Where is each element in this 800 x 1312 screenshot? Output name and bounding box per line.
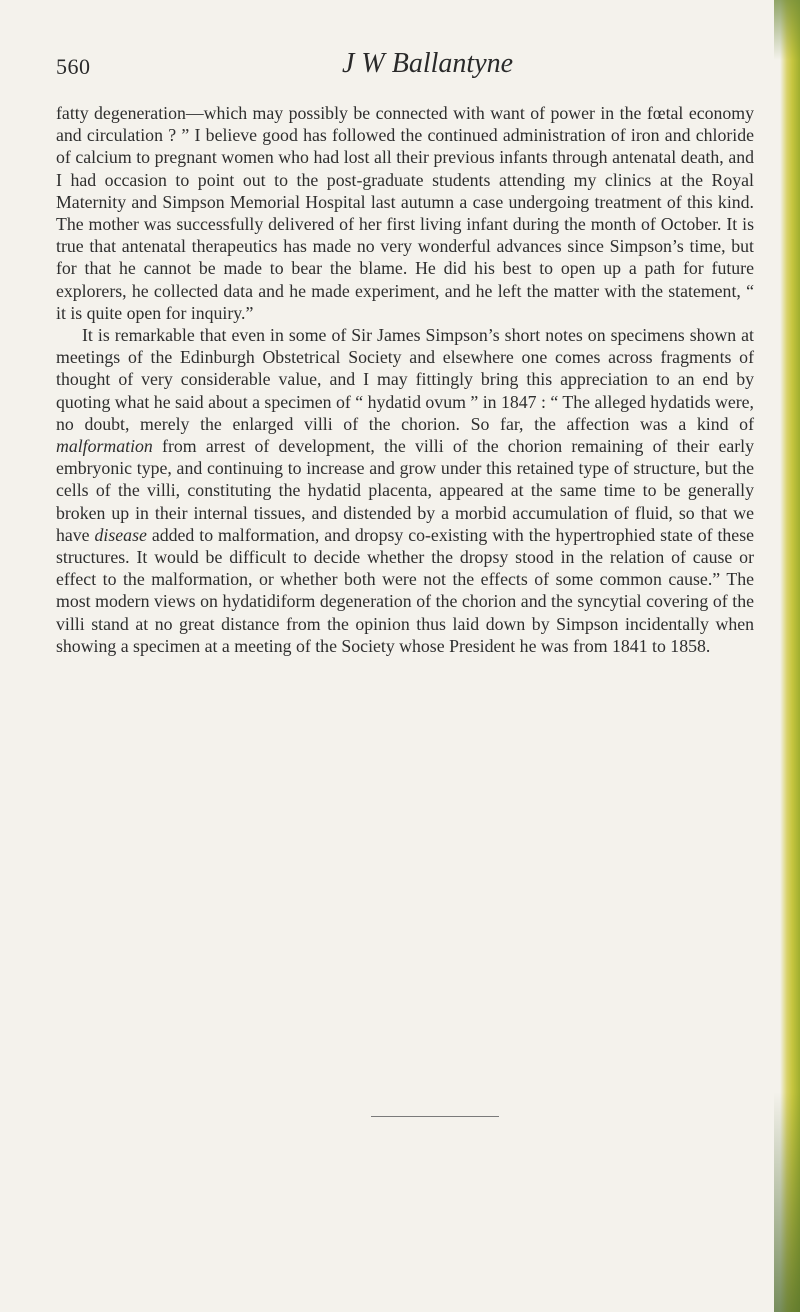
- paragraph-2: [56, 324, 754, 657]
- text-segment: from arrest of development, the villi of the chorion remaining of their early embryonic type, and continuing to increase and grow under this retained type of structure, but the cells of the villi, constituting the hydatid placenta, appeared at the same time to be generally broken up in their internal tissues, and distended by a morbid accumulation of fluid, so that we have: [56, 436, 754, 545]
- page-edge-shadow-top: [774, 0, 800, 60]
- italic-text-segment: malformation: [56, 436, 153, 457]
- text-segment: fatty degeneration—which may possibly be connected with want of power in the fœtal economy and circulation ? ” I believe good has followed the continued administration of iron and chloride of calcium to pregnant women who had lost all their previous infants through antenatal death, and I had occasion to point out to the post-graduate students attending my clinics at the Royal Maternity and Simpson Memorial Hospital last autumn a case undergoing treatment of this kind. The mother was successfully delivered of her first living infant during the month of October. It is true that antenatal therapeutics has made no very wonderful advances since Simpson’s time, but for that he cannot be made to bear the blame. He did his best to open up a path for future explorers, he collected data and he made experiment, and he left the matter with the statement, “ it is quite open for inquiry.”: [56, 103, 754, 323]
- paragraph-1: [56, 102, 754, 324]
- running-head: J W Ballantyne: [342, 48, 514, 79]
- end-rule: [371, 1116, 499, 1117]
- text-segment: added to malformation, and dropsy co-existing with the hypertrophied state of these structures. It would be difficult to decide whether the dropsy stood in the relation of cause or effect to the malformation, or whether both were not the effects of some common cause.” The most modern views on hydatidiform degeneration of the chorion and the syncytial covering of the villi stand at no great distance from the opinion thus laid down by Simpson incidentally when showing a specimen at a meeting of the Society whose President he was from 1841 to 1858.: [56, 524, 754, 656]
- body-text: [56, 102, 754, 657]
- page-number: 560: [56, 54, 91, 79]
- page-header: [56, 48, 756, 88]
- italic-text-segment: disease: [94, 524, 147, 545]
- page-edge-shadow-bottom: [774, 1092, 800, 1312]
- text-segment: It is remarkable that even in some of Sir James Simpson’s short notes on specimens shown at meetings of the Edinburgh Obstetrical Society and elsewhere one comes across fragments of thought of very considerable value, and I may fittingly bring this appreciation to an end by quoting what he said about a specimen of “ hydatid ovum ” in 1847 : “ The alleged hydatids were, no doubt, merely the enlarged villi of the chorion. So far, the affection was a kind of: [56, 325, 754, 434]
